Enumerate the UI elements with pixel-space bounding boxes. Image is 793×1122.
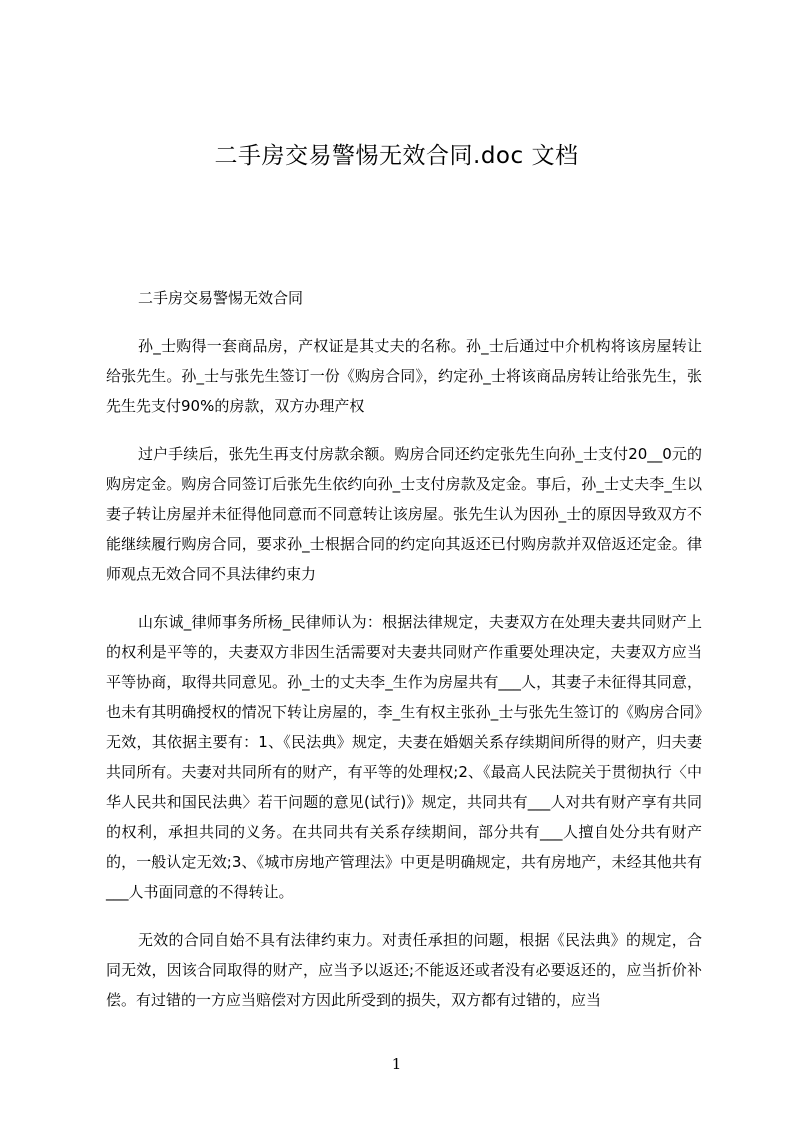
- paragraph-4: 无效的合同自始不具有法律约束力。对责任承担的问题，根据《民法典》的规定，合同无效，因该合同取得的财产，应当予以返还;不能返还或者没有必要返还的，应当折价补偿。有过错的一方应当赔偿对方因此所受到的损失，双方都有过错的，应当: [106, 931, 702, 1009]
- paragraph-1: 孙_士购得一套商品房，产权证是其丈夫的名称。孙_士后通过中介机构将该房屋转让给张先生。孙_士与张先生签订一份《购房合同》，约定孙_士将该商品房转让给张先生，张先生先支付90%的房款，双方办理产权: [106, 337, 702, 415]
- document-title: 二手房交易警惕无效合同.doc 文档: [214, 143, 579, 169]
- paragraph-2: 过户手续后，张先生再支付房款余额。购房合同还约定张先生向孙_士支付20__0元的购房定金。购房合同签订后张先生依约向孙_士支付房款及定金。事后，孙_士丈夫李_生以妻子转让房屋并未征得他同意而不同意转让该房屋。张先生认为因孙_士的原因导致双方不能继续履行购房合同，要求孙_士根据合同的约定向其返还已付购房款并双倍返还定金。律师观点无效合同不具法律约束力: [106, 445, 702, 583]
- document-body: [106, 283, 702, 1015]
- page-number: 1: [391, 1055, 402, 1073]
- paragraph-3: 山东诚_律师事务所杨_民律师认为：根据法律规定，夫妻双方在处理夫妻共同财产上的权利是平等的，夫妻双方非因生活需要对夫妻共同财产作重要处理决定，夫妻双方应当平等协商，取得共同意见。孙_士的丈夫李_生作为房屋共有___人，其妻子未征得其同意，也未有其明确授权的情况下转让房屋的，李_生有权主张孙_士与张先生签订的《购房合同》无效，其依据主要有：1、《民法典》规定，夫妻在婚姻关系存续期间所得的财产，归夫妻共同所有。夫妻对共同所有的财产，有平等的处理权;2、《最高人民法院关于贯彻执行〈中华人民共和国民法典〉若干问题的意见(试行)》规定，共同共有___人对共有财产享有共同的权利，承担共同的义务。在共同共有关系存续期间，部分共有___人擅自处分共有财产的，一般认定无效;3、《城市房地产管理法》中更是明确规定，共有房地产，未经其他共有___人书面同意的不得转让。: [106, 613, 702, 901]
- article-subtitle: 二手房交易警惕无效合同: [138, 289, 304, 307]
